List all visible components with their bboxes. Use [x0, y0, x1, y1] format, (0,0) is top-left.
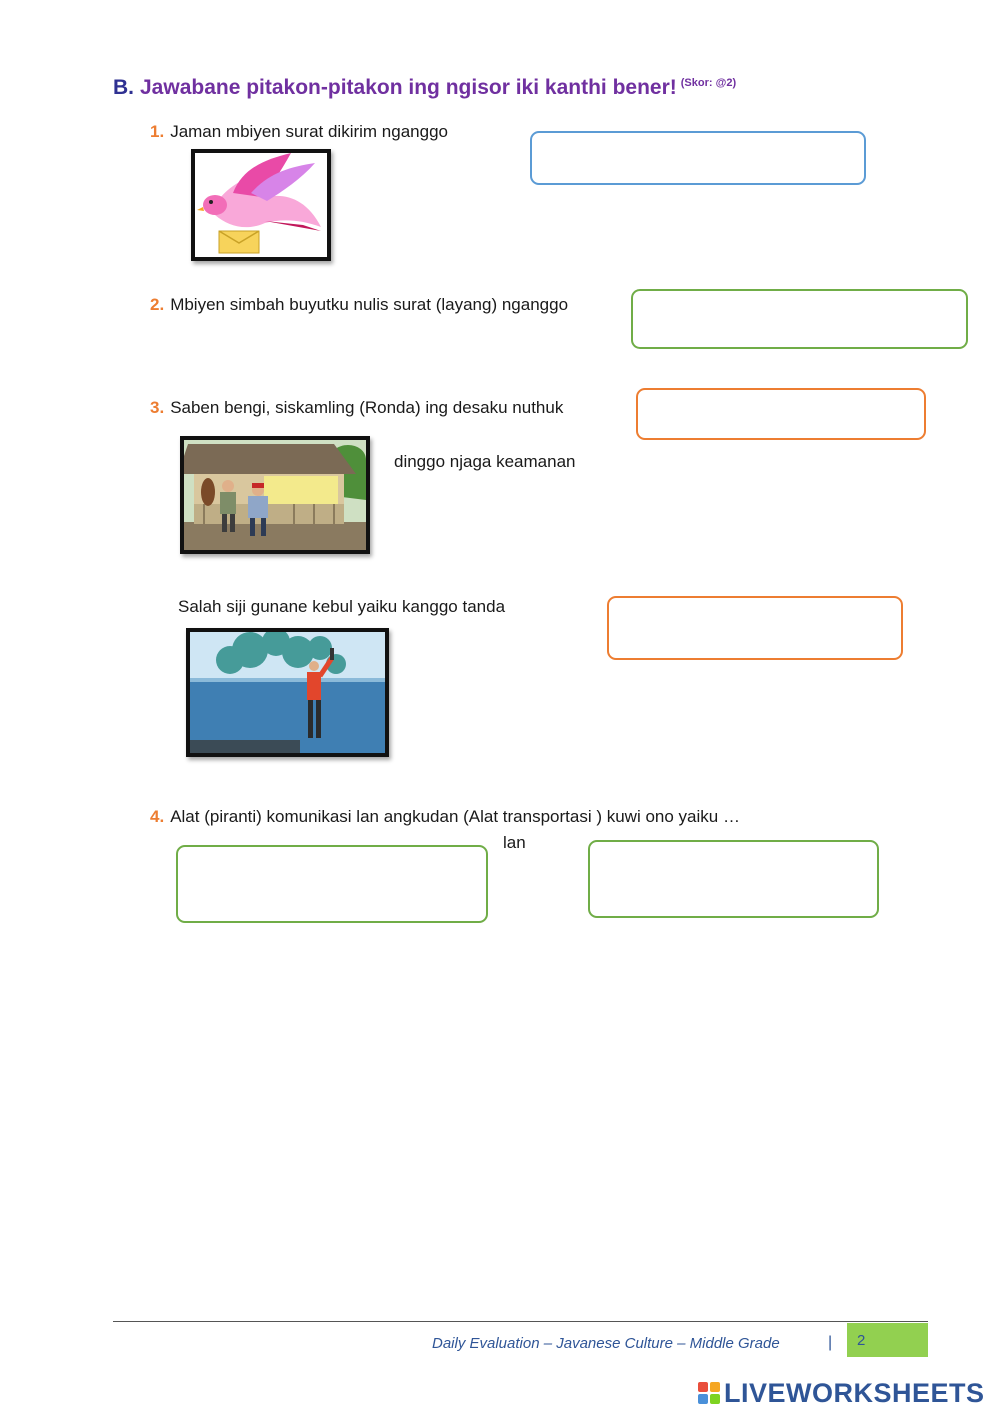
section-instruction: Jawabane pitakon-pitakon ing ngisor iki kanthi bener! — [140, 76, 677, 99]
question-3-continuation: dinggo njaga keamanan — [394, 452, 576, 471]
liveworksheets-brand[interactable] — [698, 1378, 985, 1408]
answer-4a-box[interactable] — [176, 845, 488, 923]
question-2-number: 2. — [150, 295, 165, 314]
footer-text: Daily Evaluation – Javanese Culture – Middle Grade — [432, 1335, 780, 1352]
section-letter: B. — [113, 76, 134, 99]
page-number: 2 — [857, 1332, 866, 1349]
liveworksheets-logo-icon — [698, 1382, 720, 1404]
answer-4b-box[interactable] — [588, 840, 879, 918]
pigeon-letter-image — [191, 149, 331, 261]
question-4 — [150, 807, 740, 827]
section-title — [113, 76, 736, 100]
question-4-connector: lan — [503, 833, 526, 852]
pigeon-illustration — [195, 153, 327, 257]
footer-separator: | — [828, 1334, 833, 1351]
guard-post-illustration — [184, 440, 366, 550]
brand-name: LIVEWORKSHEETS — [724, 1377, 985, 1408]
guard-post-image — [180, 436, 370, 554]
smoke-flare-image — [186, 628, 389, 757]
answer-2-box[interactable] — [631, 289, 968, 349]
question-2 — [150, 295, 568, 315]
section-score: (Skor: @2) — [680, 77, 737, 89]
question-1 — [150, 122, 448, 142]
question-1-text: Jaman mbiyen surat dikirim nganggo — [170, 122, 448, 141]
question-3-text: Saben bengi, siskamling (Ronda) ing desaku nuthuk — [170, 398, 564, 417]
question-1-number: 1. — [150, 122, 165, 141]
question-2-text: Mbiyen simbah buyutku nulis surat (layang) nganggo — [170, 295, 569, 314]
logo-square-2 — [710, 1382, 720, 1392]
footer-divider — [113, 1321, 928, 1322]
question-3b-text: Salah siji gunane kebul yaiku kanggo tanda — [178, 597, 506, 616]
logo-square-4 — [710, 1394, 720, 1404]
logo-square-3 — [698, 1394, 708, 1404]
question-4-text: Alat (piranti) komunikasi lan angkudan (Alat transportasi ) kuwi ono yaiku … — [170, 807, 740, 826]
question-3-number: 3. — [150, 398, 165, 417]
smoke-flare-illustration — [190, 632, 385, 753]
answer-1-box[interactable] — [530, 131, 866, 185]
logo-square-1 — [698, 1382, 708, 1392]
question-3 — [150, 398, 563, 418]
answer-3b-box[interactable] — [607, 596, 903, 660]
answer-3-box[interactable] — [636, 388, 926, 440]
question-4-number: 4. — [150, 807, 165, 826]
page-number-box — [847, 1323, 928, 1357]
